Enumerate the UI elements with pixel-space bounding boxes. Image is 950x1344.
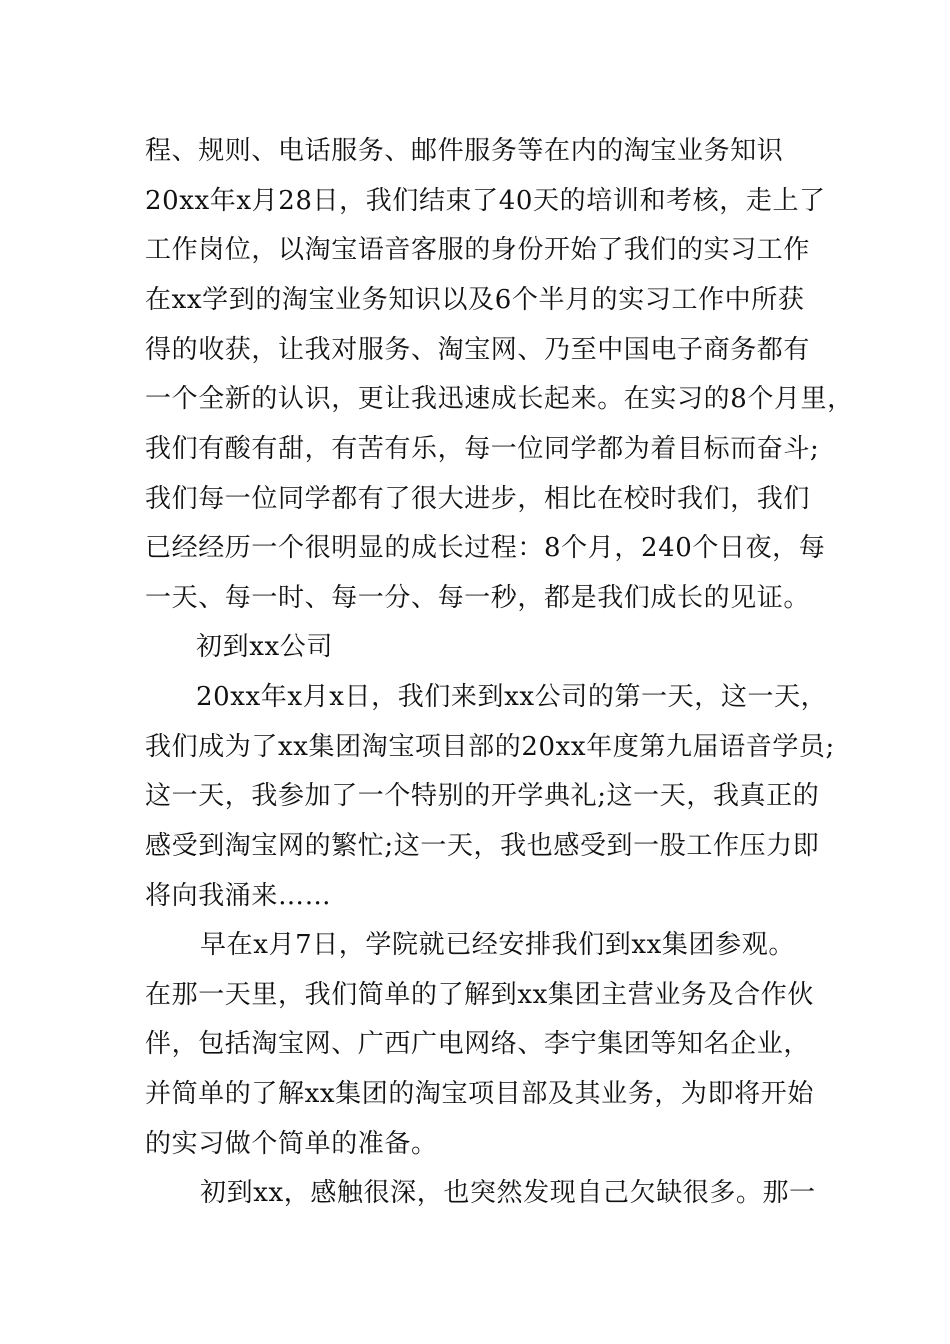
text-line: 将向我涌来…… <box>145 881 332 911</box>
text-line: 一天、每一时、每一分、每一秒，都是我们成长的见证。 <box>145 583 811 613</box>
text-line: 得的收获，让我对服务、淘宝网、乃至中国电子商务都有 <box>145 335 811 365</box>
text-line: 我们成为了xx集团淘宝项目部的20xx年度第九届语音学员; <box>145 732 835 762</box>
text-line: 伴，包括淘宝网、广西广电网络、李宁集团等知名企业， <box>145 1029 811 1059</box>
text-line: 我们有酸有甜，有苦有乐，每一位同学都为着目标而奋斗; <box>145 434 820 464</box>
text-line: 在那一天里，我们简单的了解到xx集团主营业务及合作伙 <box>145 980 814 1010</box>
text-line: 感受到淘宝网的繁忙;这一天，我也感受到一股工作压力即 <box>145 831 820 861</box>
text-line: 早在x月7日，学院就已经安排我们到xx集团参观。 <box>200 930 795 960</box>
text-line: 这一天，我参加了一个特别的开学典礼;这一天，我真正的 <box>145 781 820 811</box>
text-line: 一个全新的认识，更让我迅速成长起来。在实习的8个月里， <box>145 384 854 414</box>
text-line: 并简单的了解xx集团的淘宝项目部及其业务，为即将开始 <box>145 1079 814 1109</box>
text-line: 程、规则、电话服务、邮件服务等在内的淘宝业务知识 <box>145 136 784 166</box>
text-line: 初到xx，感触很深，也突然发现自己欠缺很多。那一 <box>200 1178 816 1208</box>
text-line: 已经经历一个很明显的成长过程：8个月，240个日夜，每 <box>145 533 826 563</box>
text-line: 我们每一位同学都有了很大进步，相比在校时我们，我们 <box>145 484 811 514</box>
text-line: 在xx学到的淘宝业务知识以及6个半月的实习工作中所获 <box>145 285 805 315</box>
text-line: 20xx年x月x日，我们来到xx公司的第一天，这一天， <box>196 682 828 712</box>
section-heading: 初到xx公司 <box>196 632 333 662</box>
text-line: 20xx年x月28日，我们结束了40天的培训和考核，走上了 <box>145 186 826 216</box>
text-line: 的实习做个简单的准备。 <box>145 1129 438 1159</box>
text-line: 工作岗位，以淘宝语音客服的身份开始了我们的实习工作 <box>145 235 811 265</box>
